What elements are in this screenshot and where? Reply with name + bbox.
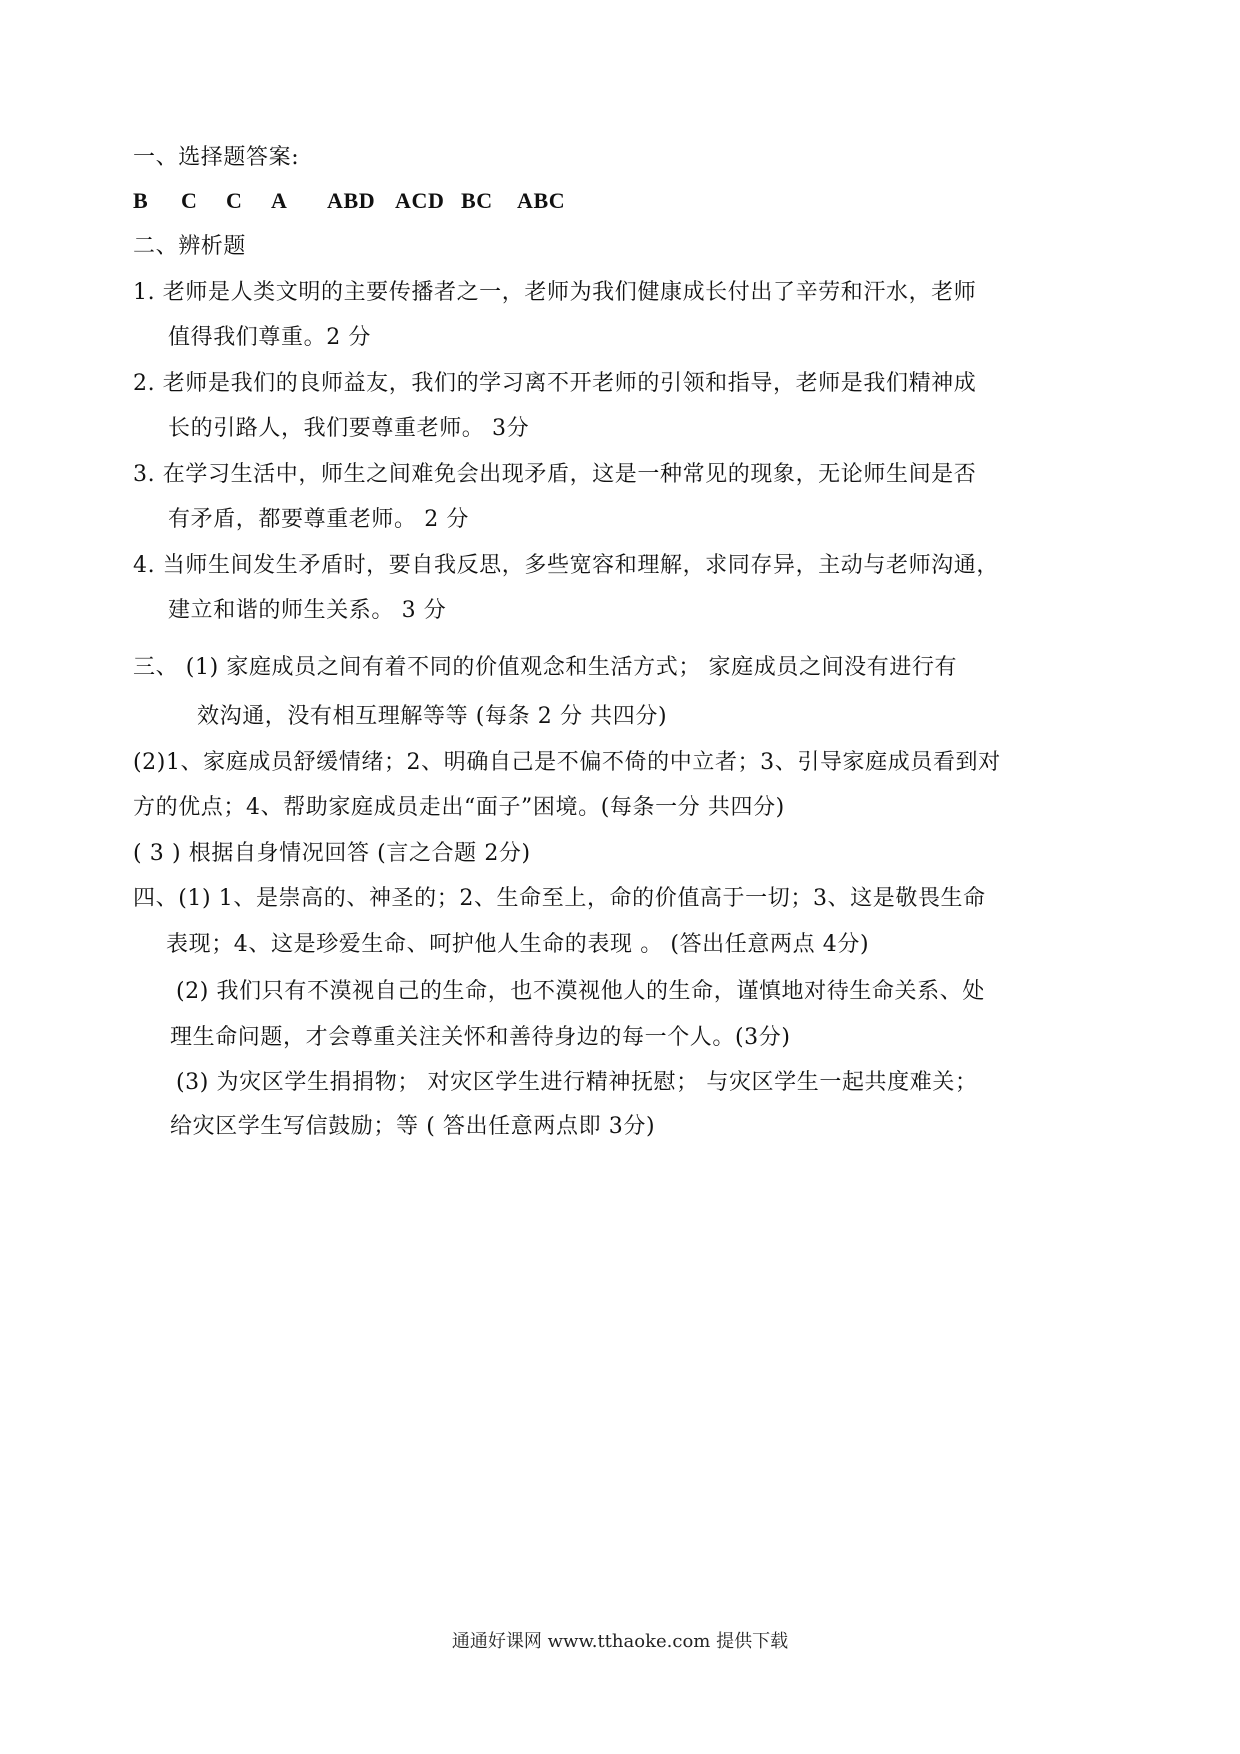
- s3-line-3: (2)1、家庭成员舒缓情绪；2、明确自己是不偏不倚的中立者；3、引导家庭成员看到对: [133, 750, 1001, 775]
- section-2-title: 二、辨析题: [133, 234, 247, 259]
- choice-answer: ACD: [395, 188, 445, 213]
- choice-answer: B: [133, 188, 149, 213]
- choice-answer: C: [226, 188, 243, 213]
- s4-line-3: (2) 我们只有不漠视自己的生命，也不漠视他人的生命，谨慎地对待生命关系、处: [176, 979, 985, 1004]
- choice-answer: BC: [461, 188, 493, 213]
- s3-line-4: 方的优点；4、帮助家庭成员走出“面子”困境。(每条一分 共四分): [133, 795, 785, 820]
- choice-answer: ABC: [517, 188, 566, 213]
- s2-item-1-line-2: 值得我们尊重。2 分: [168, 325, 371, 350]
- choice-answer: C: [181, 188, 198, 213]
- s4-line-4: 理生命问题，才会尊重关注关怀和善待身边的每一个人。(3分): [170, 1025, 791, 1050]
- s3-line-5: ( 3 ) 根据自身情况回答 (言之合题 2分): [133, 841, 531, 866]
- s3-line-2: 效沟通，没有相互理解等等 (每条 2 分 共四分): [197, 704, 668, 729]
- choice-answer: ABD: [327, 188, 376, 213]
- s2-item-1-line-1: 1. 老师是人类文明的主要传播者之一，老师为我们健康成长付出了辛劳和汗水，老师: [133, 280, 977, 305]
- s2-item-2-line-1: 2. 老师是我们的良师益友，我们的学习离不开老师的引领和指导，老师是我们精神成: [133, 371, 977, 396]
- s2-item-4-line-1: 4. 当师生间发生矛盾时，要自我反思，多些宽容和理解，求同存异，主动与老师沟通，: [133, 553, 999, 578]
- s2-item-3-line-1: 3. 在学习生活中，师生之间难免会出现矛盾，这是一种常见的现象，无论师生间是否: [133, 462, 977, 487]
- s4-line-1: 四、(1) 1、是崇高的、神圣的；2、生命至上，命的价值高于一切；3、这是敬畏生命: [133, 886, 986, 911]
- s3-line-1: 三、 (1) 家庭成员之间有着不同的价值观念和生活方式； 家庭成员之间没有进行有: [133, 655, 958, 680]
- s2-item-2-line-2: 长的引路人，我们要尊重老师。 3分: [168, 416, 530, 441]
- choice-answers-row: [133, 186, 577, 216]
- section-1-title: 一、选择题答案:: [133, 145, 300, 170]
- s4-line-2: 表现；4、这是珍爱生命、呵护他人生命的表现 。 (答出任意两点 4分): [166, 932, 870, 957]
- choice-answer: A: [271, 188, 288, 213]
- s2-item-3-line-2: 有矛盾，都要尊重老师。 2 分: [168, 507, 469, 532]
- s4-line-5: (3) 为灾区学生捐捐物； 对灾区学生进行精神抚慰； 与灾区学生一起共度难关；: [176, 1070, 978, 1095]
- s4-line-6: 给灾区学生写信鼓励；等 ( 答出任意两点即 3分): [170, 1114, 656, 1139]
- s2-item-4-line-2: 建立和谐的师生关系。 3 分: [168, 598, 447, 623]
- page-footer: 通通好课网 www.tthaoke.com 提供下载: [451, 1631, 789, 1652]
